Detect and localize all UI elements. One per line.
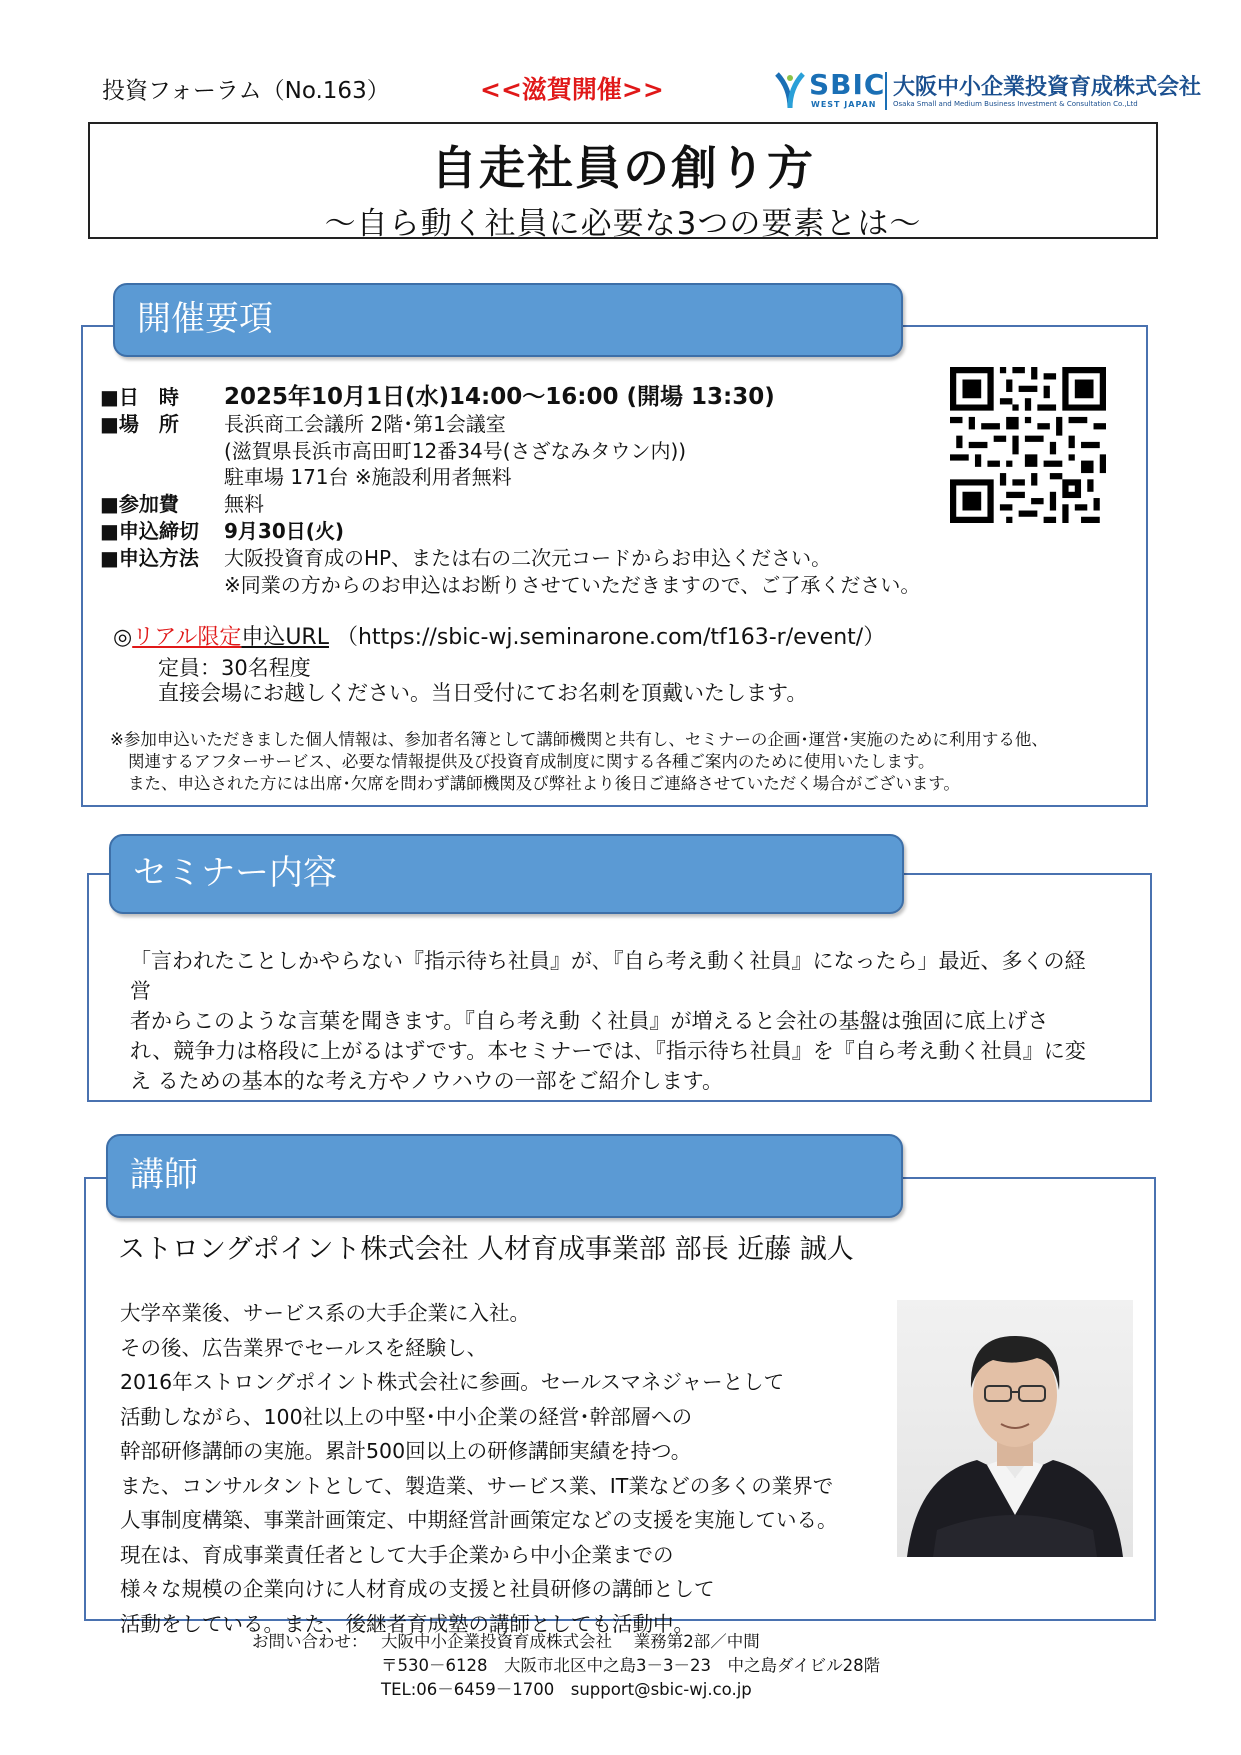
event-section-tab bbox=[113, 283, 903, 357]
lecturer-section-title: 講師 bbox=[130, 1155, 198, 1195]
sub-title: ～自ら動く社員に必要な3つの要素とは～ bbox=[324, 206, 922, 242]
capacity-text: 定員：30名程度 bbox=[158, 656, 311, 680]
main-title: 自走社員の創り方 bbox=[431, 141, 815, 195]
bio-line: 大学卒業後、サービス系の大手企業に入社。 bbox=[120, 1301, 530, 1325]
parking-info: 駐車場 171台 ※施設利用者無料 bbox=[224, 465, 512, 489]
seminar-description bbox=[130, 946, 1090, 1096]
logo-sub: WEST JAPAN bbox=[811, 100, 877, 109]
lecturer-section-tab bbox=[106, 1134, 903, 1218]
apply-url-link[interactable]: （https://sbic-wj.seminarone.com/tf163-r/event/） bbox=[335, 625, 886, 650]
place-value: 長浜商工会議所 2階･第1会議室 bbox=[224, 412, 506, 436]
method-value: 大阪投資育成のHP、または右の二次元コードからお申込ください。 bbox=[224, 546, 832, 570]
place-label: ■場 所 bbox=[100, 412, 179, 436]
region-label: <<滋賀開催>> bbox=[480, 75, 664, 104]
logo-brand: SBIC bbox=[809, 68, 886, 101]
contact-address: 〒530－6128 大阪市北区中之島3－3－23 中之島ダイビル28階 bbox=[381, 1656, 881, 1675]
logo-divider bbox=[885, 72, 887, 110]
bio-line: 現在は、育成事業責任者として大手企業から中小企業までの bbox=[120, 1542, 674, 1567]
deadline-value: 9月30日(火) bbox=[224, 519, 345, 543]
place-address: (滋賀県長浜市高田町12番34号(さざなみタウン内)) bbox=[224, 439, 687, 463]
seminar-line: え るための基本的な考え方やノウハウの一部をご紹介します。 bbox=[130, 1069, 723, 1093]
bio-line: また、コンサルタントとして、製造業、サービス業、IT業などの多くの業界で bbox=[120, 1473, 834, 1498]
date-value: 2025年10月1日(水)14:00～16:00 (開場 13:30) bbox=[224, 384, 775, 410]
bio-line: 活動しながら、100社以上の中堅･中小企業の経営･幹部層への bbox=[120, 1404, 693, 1429]
seminar-section-title: セミナー内容 bbox=[133, 853, 337, 893]
company-logo bbox=[773, 68, 1202, 114]
privacy-note-2: 関連するアフターサービス、必要な情報提供及び投資育成制度に関する各種ご案内のために使用いたします。 bbox=[128, 752, 935, 771]
bio-line: 活動をしている。また、後継者育成塾の講師としても活動中。 bbox=[120, 1611, 694, 1636]
fee-value: 無料 bbox=[224, 492, 264, 516]
logo-company-en: Osaka Small and Medium Business Investment & Consultation Co.,Ltd bbox=[893, 100, 1138, 108]
bio-line: 2016年ストロングポイント株式会社に参画。セールスマネジャーとして bbox=[120, 1370, 785, 1394]
url-red-label: リアル限定 bbox=[132, 625, 242, 650]
privacy-note-3: また、申込された方には出席･欠席を問わず講師機関及び弊社より後日ご連絡させていただく場合がございます。 bbox=[128, 774, 960, 793]
seminar-section-tab bbox=[109, 834, 904, 914]
bio-line: その後、広告業界でセールスを経験し、 bbox=[120, 1335, 488, 1360]
direct-visit-text: 直接会場にお越しください。当日受付にてお名刺を頂戴いたします。 bbox=[158, 681, 808, 705]
deadline-label: ■申込締切 bbox=[100, 519, 199, 543]
fee-label: ■参加費 bbox=[100, 492, 179, 516]
sbic-logo-icon bbox=[773, 70, 807, 110]
bio-line: 様々な規模の企業向けに人材育成の支援と社員研修の講師として bbox=[120, 1577, 715, 1601]
title-box bbox=[88, 122, 1158, 242]
seminar-line: 「言われたことしかやらない『指示待ち社員』が､『自ら考え動く社員』になったら」最近、多くの経営 bbox=[130, 949, 1086, 1003]
lecturer-name: ストロングポイント株式会社 人材育成事業部 部長 近藤 誠人 bbox=[118, 1234, 854, 1265]
date-label: ■日 時 bbox=[100, 385, 179, 409]
seminar-line: れ、競争力は格段に上がるはずです。本セミナーでは､『指示待ち社員』を『自ら考え動く社員』に変 bbox=[130, 1039, 1086, 1063]
event-section-title: 開催要項 bbox=[137, 299, 273, 339]
privacy-note-1: ※参加申込いただきました個人情報は、参加者名簿として講師機関と共有し、セミナーの企画･運営･実施のために利用する他、 bbox=[110, 730, 1048, 749]
lecturer-photo bbox=[897, 1300, 1133, 1557]
method-note: ※同業の方からのお申込はお断りさせていただきますので、ご了承ください。 bbox=[224, 573, 921, 597]
contact-company: 大阪中小企業投資育成株式会社 業務第2部／中間 bbox=[381, 1632, 760, 1651]
lecturer-portrait-icon bbox=[897, 1300, 1133, 1557]
qr-code-icon[interactable] bbox=[950, 367, 1106, 523]
url-prefix: ◎ bbox=[113, 625, 133, 650]
bio-line: 人事制度構築、事業計画策定、中期経営計画策定などの支援を実施している。 bbox=[120, 1508, 838, 1532]
bio-line: 幹部研修講師の実施。累計500回以上の研修講師実績を持つ。 bbox=[120, 1439, 692, 1463]
apply-url-line[interactable] bbox=[113, 620, 885, 651]
contact-phone-email[interactable]: TEL:06－6459－1700 support@sbic-wj.co.jp bbox=[381, 1680, 752, 1699]
url-label: 申込URL bbox=[241, 625, 329, 650]
forum-label: 投資フォーラム（No.163） bbox=[102, 78, 390, 104]
contact-label: お問い合わせ： bbox=[252, 1632, 368, 1651]
method-label: ■申込方法 bbox=[100, 546, 199, 570]
seminar-line: 者からこのような言葉を聞きます。『自ら考え動 く社員』が増えると会社の基盤は強固に底上げさ bbox=[130, 1009, 1049, 1033]
lecturer-bio bbox=[120, 1296, 838, 1641]
logo-company-jp: 大阪中小企業投資育成株式会社 bbox=[893, 75, 1202, 100]
